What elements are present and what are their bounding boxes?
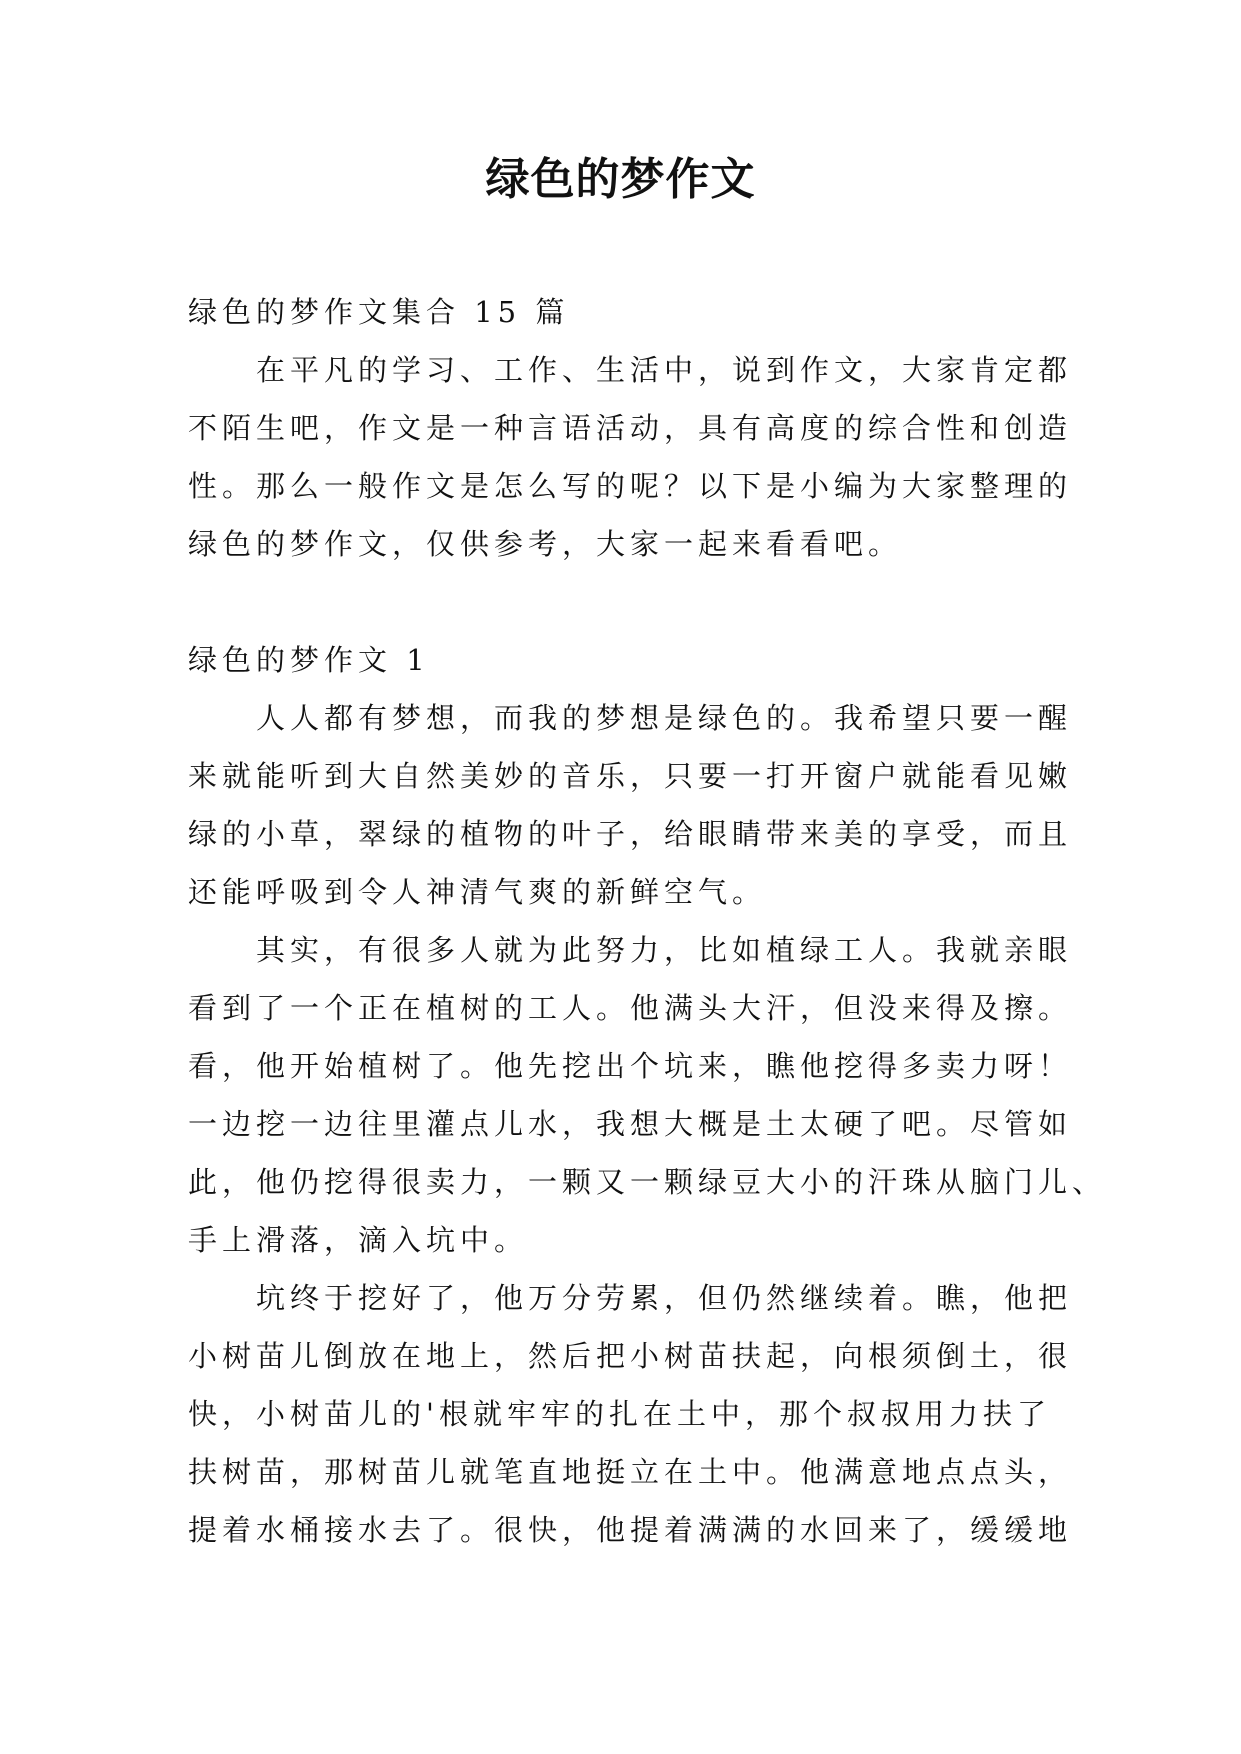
paragraph3-line: 提着水桶接水去了。很快，他提着满满的水回来了，缓缓地 bbox=[188, 1513, 1073, 1547]
paragraph1-line: 来就能听到大自然美妙的音乐，只要一打开窗户就能看见嫩 bbox=[188, 759, 1073, 793]
intro-line: 不陌生吧，作文是一种言语活动，具有高度的综合性和创造 bbox=[188, 411, 1073, 445]
paragraph1-line: 绿的小草，翠绿的植物的叶子，给眼睛带来美的享受，而且 bbox=[188, 817, 1073, 851]
intro-line: 绿色的梦作文，仅供参考，大家一起来看看吧。 bbox=[188, 527, 903, 561]
document-title: 绿色的梦作文 bbox=[485, 154, 756, 205]
intro-line: 性。那么一般作文是怎么写的呢？以下是小编为大家整理的 bbox=[188, 469, 1073, 503]
paragraph2-line: 手上滑落，滴入坑中。 bbox=[188, 1223, 529, 1257]
paragraph2-line: 此，他仍挖得很卖力，一颗又一颗绿豆大小的汗珠从脑门儿、 bbox=[188, 1165, 1107, 1199]
paragraph1-line: 还能呼吸到令人神清气爽的新鲜空气。 bbox=[188, 875, 767, 909]
paragraph1-line: 人人都有梦想，而我的梦想是绿色的。我希望只要一醒 bbox=[256, 701, 1073, 735]
paragraph3-line: 快，小树苗儿的'根就牢牢的扎在土中，那个叔叔用力扶了 bbox=[188, 1397, 1051, 1431]
paragraph-gap bbox=[188, 573, 1068, 631]
section-heading: 绿色的梦作文 1 bbox=[188, 643, 430, 677]
intro-line: 在平凡的学习、工作、生活中，说到作文，大家肯定都 bbox=[256, 353, 1073, 387]
paragraph2-line: 看，他开始植树了。他先挖出个坑来，瞧他挖得多卖力呀！ bbox=[188, 1049, 1073, 1083]
paragraph3-line: 小树苗儿倒放在地上，然后把小树苗扶起，向根须倒土，很 bbox=[188, 1339, 1073, 1373]
collection-subtitle: 绿色的梦作文集合 15 篇 bbox=[188, 295, 570, 329]
paragraph3-line: 扶树苗，那树苗儿就笔直地挺立在土中。他满意地点点头， bbox=[188, 1455, 1073, 1489]
paragraph3-line: 坑终于挖好了，他万分劳累，但仍然继续着。瞧，他把 bbox=[256, 1281, 1073, 1315]
paragraph2-line: 其实，有很多人就为此努力，比如植绿工人。我就亲眼 bbox=[256, 933, 1073, 967]
paragraph2-line: 一边挖一边往里灌点儿水，我想大概是土太硬了吧。尽管如 bbox=[188, 1107, 1073, 1141]
document-body bbox=[188, 283, 1107, 1559]
paragraph2-line: 看到了一个正在植树的工人。他满头大汗，但没来得及擦。 bbox=[188, 991, 1073, 1025]
